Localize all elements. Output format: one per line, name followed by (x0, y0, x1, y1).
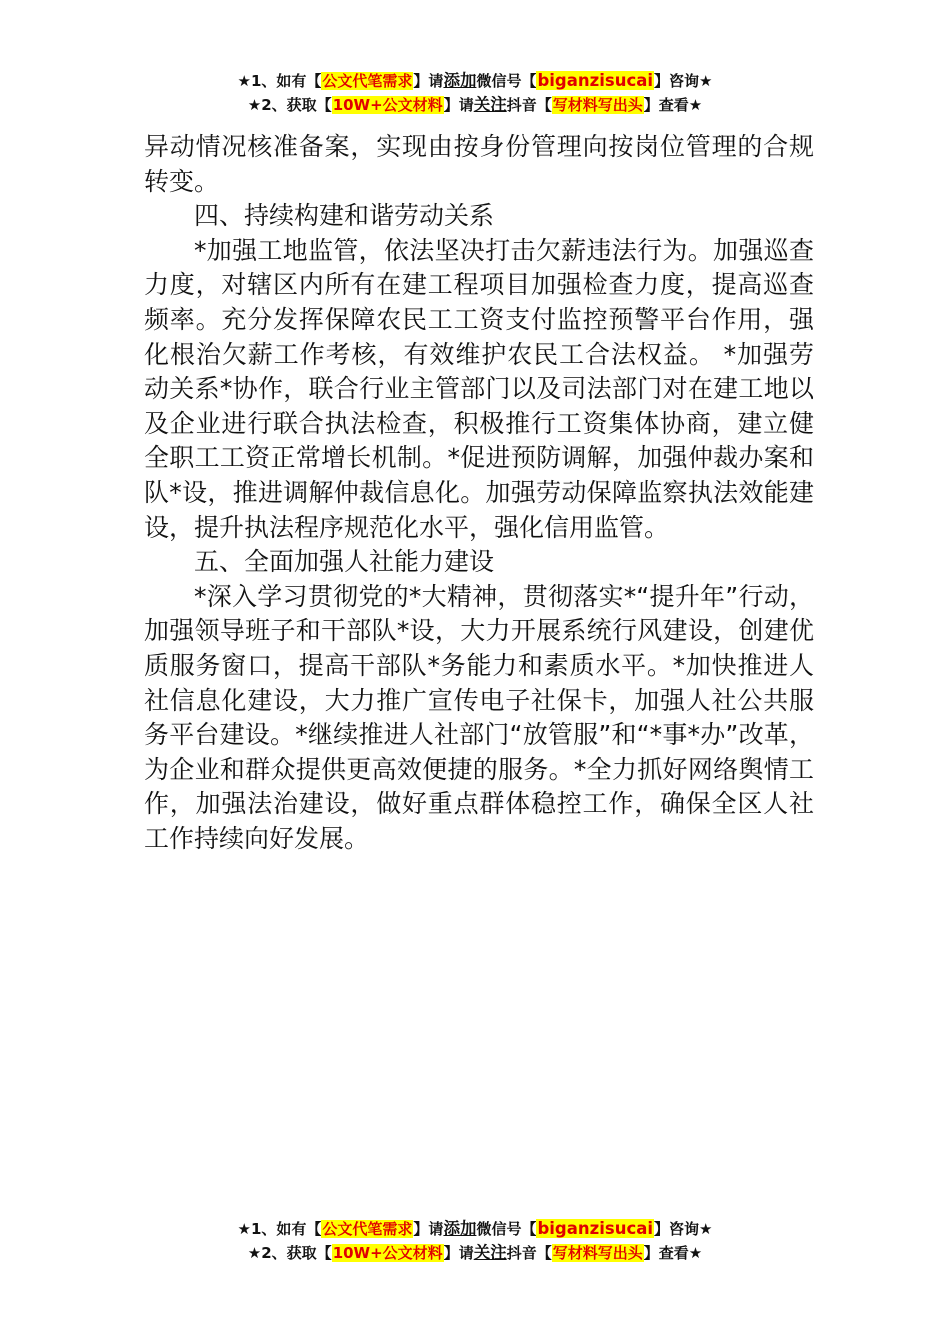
banner-highlight: biganzisucai (537, 71, 654, 90)
banner-text: ★2、获取【 (247, 96, 332, 114)
banner-highlight: 10W+公文材料 (332, 1244, 443, 1262)
banner-text: 抖音【 (506, 1244, 552, 1262)
banner-text: 】查看★ (643, 96, 703, 114)
footer-banner (0, 1217, 950, 1265)
banner-line-2 (0, 93, 950, 117)
banner-highlight: 写材料写出头 (552, 1244, 643, 1262)
banner-line-1 (0, 69, 950, 93)
document-body (144, 130, 814, 856)
banner-text: 】请 (443, 96, 474, 114)
banner-highlight: biganzisucai (537, 1219, 654, 1238)
banner-text: 】请 (443, 1244, 474, 1262)
banner-text: ★2、获取【 (247, 1244, 332, 1262)
banner-text: 】咨询★ (654, 1220, 713, 1238)
banner-text: 】请 (413, 1220, 444, 1238)
banner-underline: 关注 (473, 1243, 507, 1262)
banner-line-2 (0, 1241, 950, 1265)
banner-text: 微信号【 (476, 1220, 537, 1238)
banner-text: 】查看★ (643, 1244, 703, 1262)
banner-highlight: 写材料写出头 (552, 96, 643, 114)
section-heading: 四、持续构建和谐劳动关系 (194, 201, 495, 231)
banner-text: 微信号【 (476, 72, 537, 90)
banner-text: ★1、如有【 (237, 72, 322, 90)
paragraph: 异动情况核准备案，实现由按身份管理向按岗位管理的合规转变。 (144, 132, 814, 196)
banner-highlight: 公文代笔需求 (322, 1220, 413, 1238)
banner-underline: 添加 (443, 1219, 477, 1238)
banner-highlight: 公文代笔需求 (322, 72, 413, 90)
banner-text: 】请 (413, 72, 444, 90)
banner-text: ★1、如有【 (237, 1220, 322, 1238)
paragraph: *加强工地监管，依法坚决打击欠薪违法行为。加强巡查力度，对辖区内所有在建工程项目加强检查力度，提高巡查频率。充分发挥保障农民工工资支付监控预警平台作用，强化根治欠薪工作考核，有效维护农民工合法权益。 *加强劳动关系*协作，联合行业主管部门以及司法部门对在建工地以及企业进行联合执法检查，积极推行工资集体协商，建立健全职工工资正常增长机制。*促进预防调解，加强仲裁办案和队*设，推进调解仲裁信息化。加强劳动保障监察执法效能建设，提升执法程序规范化水平，强化信用监管。 (144, 235, 814, 542)
banner-text: 抖音【 (506, 96, 552, 114)
banner-line-1 (0, 1217, 950, 1241)
header-banner (0, 69, 950, 117)
section-heading: 五、全面加强人社能力建设 (194, 547, 495, 577)
banner-highlight: 10W+公文材料 (332, 96, 443, 114)
banner-underline: 添加 (443, 71, 477, 90)
paragraph: *深入学习贯彻党的*大精神，贯彻落实*“提升年”行动，加强领导班子和干部队*设，大力开展系统行风建设，创建优质服务窗口，提高干部队*务能力和素质水平。*加快推进人社信息化建设，大力推广宣传电子社保卡，加强人社公共服务平台建设。*继续推进人社部门“放管服”和“*事*办”改革，为企业和群众提供更高效便捷的服务。*全力抓好网络舆情工作，加强法治建设，做好重点群体稳控工作，确保全区人社工作持续向好发展。 (144, 581, 814, 853)
banner-underline: 关注 (473, 95, 507, 114)
banner-text: 】咨询★ (654, 72, 713, 90)
